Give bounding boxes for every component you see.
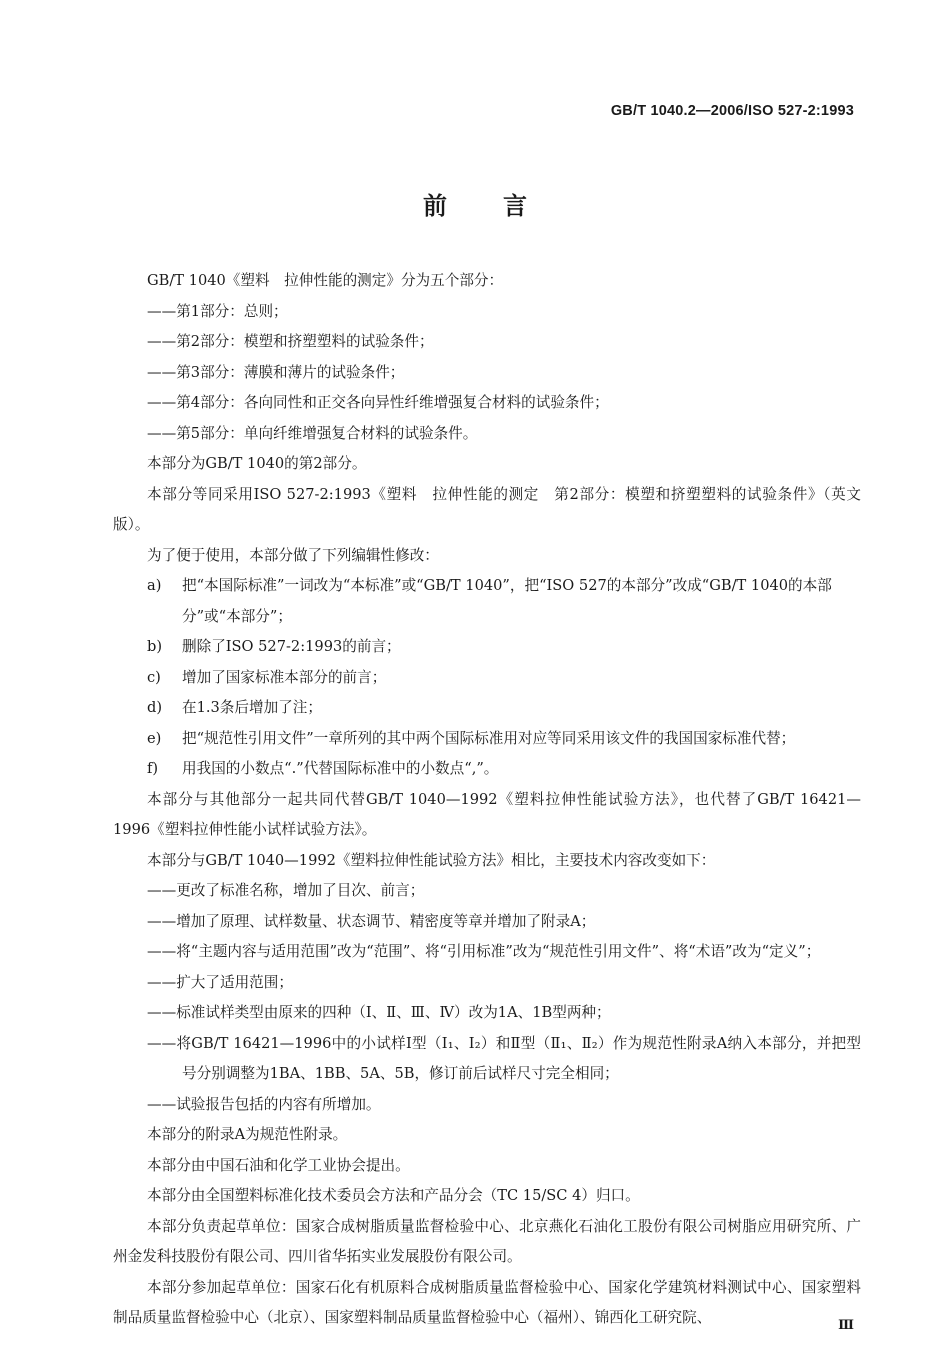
list-label: f) — [147, 760, 159, 777]
paragraph: 本部分的附录A为规范性附录。 — [147, 1126, 348, 1143]
paragraph: 本部分由全国塑料标准化技术委员会方法和产品分会（TC 15/SC 4）归口。 — [147, 1187, 640, 1204]
paragraph: 为了便于使用，本部分做了下列编辑性修改： — [147, 546, 439, 564]
paragraph: 本部分参加起草单位：国家石化有机原料合成树脂质量监督检验中心、国家化学建筑材料测试中心、国家塑料制品质量监督检验中心（北京）、国家塑料制品质量监督检验中心（福州）、锦西化工研究院、 — [113, 1278, 861, 1326]
change-item: ——将GB/T 16421—1996中的小试样Ⅰ型（Ⅰ₁、Ⅰ₂）和Ⅱ型（Ⅱ₁、Ⅱ₂）作为规范性附录A纳入本部分，并把型号分别调整为1BA、1BB、5A、5B，修订前后试样尺寸完全相同； — [147, 1034, 861, 1082]
list-text: 用我国的小数点“.”代替国际标准中的小数点“,”。 — [182, 760, 499, 777]
change-item: ——更改了标准名称，增加了目次、前言； — [147, 882, 425, 899]
list-item — [113, 571, 861, 632]
change-item: ——试验报告包括的内容有所增加。 — [147, 1095, 381, 1113]
list-text: 把“规范性引用文件”一章所列的其中两个国际标准用对应等同采用该文件的我国国家标准代替； — [182, 729, 796, 747]
part-item: ——第2部分：模塑和挤塑塑料的试验条件； — [147, 333, 434, 350]
change-item: ——标准试样类型由原来的四种（Ⅰ、Ⅱ、Ⅲ、Ⅳ）改为1A、1B型两种； — [147, 1004, 611, 1021]
part-item: ——第5部分：单向纤维增强复合材料的试验条件。 — [147, 424, 478, 442]
paragraph: 本部分等同采用ISO 527-2:1993《塑料 拉伸性能的测定 第2部分：模塑和挤塑塑料的试验条件》（英文版）。 — [113, 485, 861, 533]
paragraph: 本部分与GB/T 1040—1992《塑料拉伸性能试验方法》相比，主要技术内容改变如下： — [147, 851, 716, 869]
paragraph: 本部分负责起草单位：国家合成树脂质量监督检验中心、北京燕化石油化工股份有限公司树脂应用研究所、广州金发科技股份有限公司、四川省华拓实业发展股份有限公司。 — [113, 1217, 861, 1265]
list-label: c) — [147, 668, 161, 686]
part-item: ——第4部分：各向同性和正交各向异性纤维增强复合材料的试验条件； — [147, 394, 609, 411]
paragraph: GB/T 1040《塑料 拉伸性能的测定》分为五个部分： — [147, 272, 504, 289]
list-item — [113, 754, 861, 785]
list-text: 在1.3条后增加了注； — [182, 699, 322, 716]
list-label: a) — [147, 577, 162, 594]
page-number: Ⅲ — [838, 1318, 854, 1333]
list-label: d) — [147, 699, 163, 716]
list-item — [113, 632, 861, 663]
list-text: 删除了ISO 527-2:1993的前言； — [182, 638, 401, 655]
list-text: 把“本国际标准”一词改为“本标准”或“GB/T 1040”，把“ISO 527的本部分”改成“GB/T 1040的本部分”或“本部分”； — [182, 577, 832, 625]
part-item: ——第1部分：总则； — [147, 302, 288, 320]
list-item — [113, 693, 861, 724]
part-item: ——第3部分：薄膜和薄片的试验条件； — [147, 363, 405, 381]
change-item: ——扩大了适用范围； — [147, 973, 293, 991]
list-label: e) — [147, 729, 162, 747]
paragraph: 本部分与其他部分一起共同代替GB/T 1040—1992《塑料拉伸性能试验方法》，也代替了GB/T 16421—1996《塑料拉伸性能小试样试验方法》。 — [113, 790, 861, 838]
list-item — [113, 724, 861, 755]
standard-code: GB/T 1040.2—2006/ISO 527-2:1993 — [610, 103, 854, 119]
change-item: ——增加了原理、试样数量、状态调节、精密度等章并增加了附录A； — [147, 912, 596, 930]
list-item — [113, 663, 861, 694]
paragraph: 本部分由中国石油和化学工业协会提出。 — [147, 1156, 410, 1174]
page-title: 前言 — [423, 192, 583, 220]
change-item: ——将“主题内容与适用范围”改为“范围”、将“引用标准”改为“规范性引用文件”、将“术语”改为“定义”； — [147, 943, 821, 960]
list-text: 增加了国家标准本部分的前言； — [182, 668, 387, 686]
list-label: b) — [147, 638, 163, 655]
document-body — [113, 266, 861, 1334]
paragraph: 本部分为GB/T 1040的第2部分。 — [147, 455, 367, 472]
